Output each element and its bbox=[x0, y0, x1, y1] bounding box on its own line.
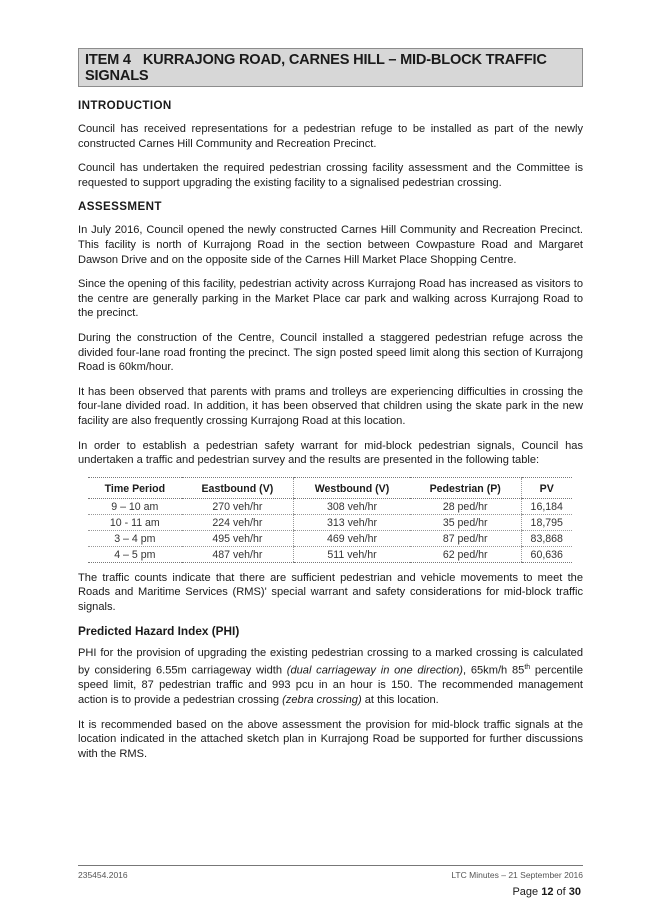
cell-time: 9 – 10 am bbox=[88, 498, 182, 514]
cell-pv: 60,636 bbox=[521, 546, 572, 562]
table-header-row bbox=[88, 477, 572, 498]
cell-time: 10 - 11 am bbox=[88, 514, 182, 530]
cell-pedestrian: 35 ped/hr bbox=[410, 514, 521, 530]
phi-text-c: percentile speed limit, 87 pedestrian traffic and 993 pcu in an hour is 150. The recommended management action is to provide a pedestrian crossing bbox=[78, 664, 584, 706]
table-row bbox=[88, 546, 572, 562]
cell-eastbound: 270 veh/hr bbox=[182, 498, 294, 514]
phi-italic-dual: (dual carriageway in one direction) bbox=[286, 664, 463, 677]
assessment-paragraph-2: Since the opening of this facility, pedestrian activity across Kurrajong Road has increased as visitors to the centre are generally parking in the Market Place car park and walking across Kurrajong Road to the precinct. bbox=[78, 278, 583, 320]
phi-text-d: at this location. bbox=[361, 693, 439, 706]
phi-text-a: PHI for the provision of upgrading the existing pedestrian crossing to a marked crossing is calculated by considering 6.55m carriageway width bbox=[78, 647, 583, 677]
page-of: of bbox=[553, 886, 569, 898]
cell-eastbound: 495 veh/hr bbox=[182, 530, 294, 546]
header-westbound: Westbound (V) bbox=[294, 477, 410, 498]
header-time-period: Time Period bbox=[88, 477, 182, 498]
assessment-heading: ASSESSMENT bbox=[78, 200, 162, 214]
document-reference: 235454.2016 bbox=[78, 870, 128, 880]
phi-italic-zebra: (zebra crossing) bbox=[282, 693, 362, 706]
page-current: 12 bbox=[541, 886, 554, 898]
item-number: ITEM 4 bbox=[85, 52, 131, 68]
table-row bbox=[88, 530, 572, 546]
cell-pv: 16,184 bbox=[521, 498, 572, 514]
cell-westbound: 313 veh/hr bbox=[294, 514, 410, 530]
cell-time: 4 – 5 pm bbox=[88, 546, 182, 562]
cell-westbound: 511 veh/hr bbox=[294, 546, 410, 562]
cell-time: 3 – 4 pm bbox=[88, 530, 182, 546]
table-conclusion-paragraph: The traffic counts indicate that there are sufficient pedestrian and vehicle movements to meet the Roads and Maritime Services (RMS)' special warrant and safety considerations for mid-block traffic signals. bbox=[78, 571, 583, 613]
survey-table bbox=[88, 477, 572, 563]
assessment-paragraph-1: In July 2016, Council opened the newly constructed Carnes Hill Community and Recreation Precinct. This facility is north of Kurrajong Road in the section between Cowpasture Road and Margaret Dawson Drive and on the opposite side of the Carnes Hill Market Place Shopping Centre. bbox=[78, 224, 583, 266]
assessment-paragraph-4: It has been observed that parents with prams and trolleys are experiencing difficulties in crossing the four-lane divided road. In addition, it has been observed that children using the skate park in the new facility are also frequently crossing Kurrajong Road at this location. bbox=[78, 385, 583, 427]
intro-paragraph-2: Council has undertaken the required pedestrian crossing facility assessment and the Committee is requested to support upgrading the existing facility to a signalised pedestrian crossing. bbox=[78, 162, 583, 189]
table-row bbox=[88, 498, 572, 514]
assessment-paragraph-5: In order to establish a pedestrian safety warrant for mid-block pedestrian signals, Council has undertaken a traffic and pedestrian survey and the results are presented in the following table: bbox=[78, 439, 583, 467]
page-total: 30 bbox=[568, 886, 581, 898]
table-row bbox=[88, 514, 572, 530]
phi-text-b: , 65km/h 85 bbox=[463, 664, 525, 677]
cell-westbound: 469 veh/hr bbox=[294, 530, 410, 546]
document-page bbox=[78, 48, 583, 761]
item-title: KURRAJONG ROAD, CARNES HILL – MID-BLOCK TRAFFIC SIGNALS bbox=[85, 52, 547, 84]
item-banner bbox=[78, 48, 583, 87]
cell-westbound: 308 veh/hr bbox=[294, 498, 410, 514]
cell-pv: 18,795 bbox=[521, 514, 572, 530]
phi-heading: Predicted Hazard Index (PHI) bbox=[78, 624, 240, 639]
introduction-heading: INTRODUCTION bbox=[78, 99, 172, 112]
cell-eastbound: 224 veh/hr bbox=[182, 514, 294, 530]
assessment-paragraph-3: During the construction of the Centre, Council installed a staggered pedestrian refuge across the divided four-lane road fronting the precinct. The sign posted speed limit along this section of Kurrajong Road is 60km/hour. bbox=[78, 331, 583, 374]
cell-pedestrian: 87 ped/hr bbox=[410, 530, 521, 546]
page-prefix: Page bbox=[512, 886, 542, 898]
cell-pv: 83,868 bbox=[521, 530, 572, 546]
page-footer bbox=[78, 865, 583, 880]
cell-eastbound: 487 veh/hr bbox=[182, 546, 294, 562]
survey-table-wrapper bbox=[88, 477, 572, 563]
phi-paragraph-1 bbox=[78, 646, 583, 707]
minutes-label: LTC Minutes – 21 September 2016 bbox=[451, 870, 583, 880]
page-number bbox=[512, 886, 581, 898]
intro-paragraph-1: Council has received representations for a pedestrian refuge to be installed as part of the newly constructed Carnes Hill Community and Recreation Precinct. bbox=[78, 123, 583, 150]
header-eastbound: Eastbound (V) bbox=[182, 477, 294, 498]
header-pv: PV bbox=[521, 477, 572, 498]
cell-pedestrian: 62 ped/hr bbox=[410, 546, 521, 562]
phi-paragraph-2: It is recommended based on the above assessment the provision for mid-block traffic signals at the location indicated in the attached sketch plan in Kurrajong Road be supported for further discussions with the RMS. bbox=[78, 718, 583, 760]
phi-superscript: th bbox=[524, 664, 531, 672]
header-pedestrian: Pedestrian (P) bbox=[410, 477, 521, 498]
cell-pedestrian: 28 ped/hr bbox=[410, 498, 521, 514]
